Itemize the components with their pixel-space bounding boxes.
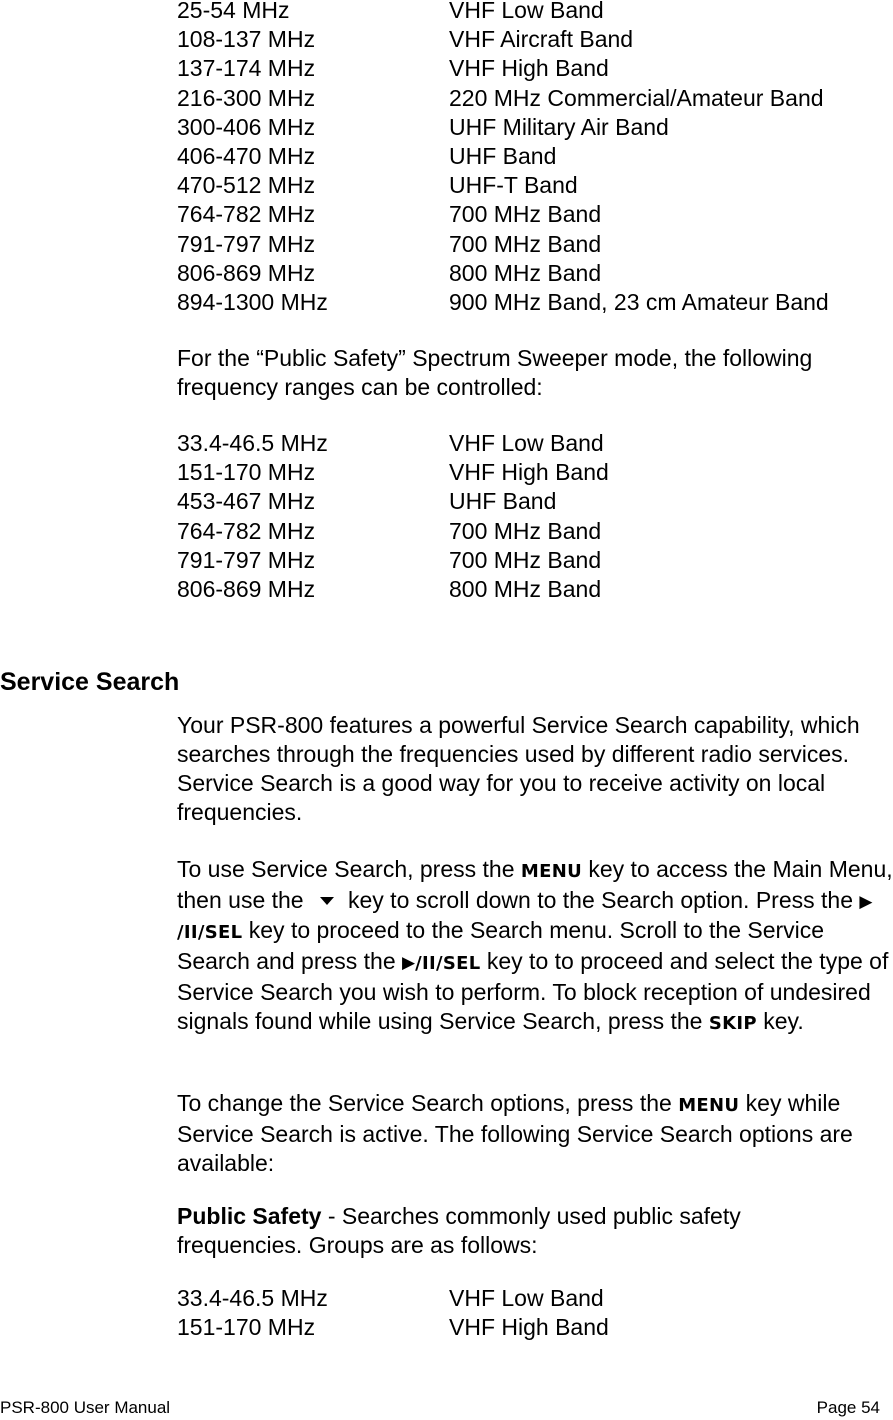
play-icon: ▶ [859, 892, 873, 911]
usage-paragraph: To use Service Search, press the MENU key to access the Main Menu, then use the key to scroll down to the Search option. Press the ▶/II/SEL key to proceed to the Search menu. Scroll to the Service Search and press the ▶/II/SEL key to to proceed and select the type of Service Search you wish to perform. To block reception of undesired signals found while using Service Search, press the SKIP key. [177, 856, 893, 1034]
down-arrow-icon [320, 897, 334, 905]
sel-key-label: /II/SEL [177, 922, 243, 943]
menu-key-label: MENU [678, 1095, 740, 1116]
sel-key-label: /II/SEL [415, 953, 481, 974]
section-heading: Service Search [0, 668, 180, 696]
options-paragraph: To change the Service Search options, press the MENU key while Service Search is active. The following Service Search options are available: [177, 1090, 853, 1176]
public-safety-intro: For the “Public Safety” Spectrum Sweeper mode, the following frequency ranges can be controlled: [177, 345, 813, 400]
skip-key-label: SKIP [708, 1013, 757, 1034]
page-number: Page 54 [816, 1398, 880, 1417]
footer-title: PSR-800 User Manual [0, 1398, 171, 1417]
public-safety-paragraph: Public Safety - Searches commonly used public safety frequencies. Groups are as follows: [177, 1203, 741, 1258]
manual-page: 25-54 MHz VHF Low Band 108-137 MHz VHF Aircraft Band 137-174 MHz VHF High Band 216-300 MHz 220 MHz Commercial/Amateur Band 300-406 MHz UHF Military Air Band 406-470 MHz UHF Band 470-512 MHz UHF-T Band 764-782 MHz 700 MHz Band 791-797 MHz 700 MHz Band 806-869 MHz 800 MHz Band 894-1300 MHz 900 MHz Band, 23 cm Amateur Band For the “Public Safety” Spectrum Sweeper mode, the following frequency ranges can be controlled: 33.4-46.5 MHz VHF Low Band 151-170 MHz VHF High Band 453-467 MHz UHF Band 764-782 MHz 700 MHz Band 791-797 MHz 700 MHz Band 806-869 MHz 800 MHz Band Service Search Your PSR-800 features a powerful Service Search capability, which searches through the frequencies used by different radio services. Service Search is a good way for you to receive activity on local frequencies. To use Service Search, press the MENU key to access the Main Menu, then use the key to scroll down to the Search option. Press the ▶/II/SEL key to proceed to the Search menu. Scroll to the Service Search and press the ▶/II/SEL key to to proceed and select the type of Service Search you wish to perform. To block reception of undesired signals found while using Service Search, press the SKIP key. To change the Service Search options, press the MENU key while Service Search is active. The following Service Search options are available: Public Safety - Searches commonly used public safety frequencies. Groups are as follows: 33.4-46.5 MHz VHF Low Band 151-170 MHz VHF High Band PSR-800 User Manual Page 54 [0, 0, 893, 1417]
public-safety-term: Public Safety [177, 1203, 322, 1229]
intro-paragraph: Your PSR-800 features a powerful Service Search capability, which searches through the frequencies used by different radio services. Service Search is a good way for you to receive activity on local frequencies. [177, 712, 860, 825]
menu-key-label: MENU [520, 861, 582, 882]
play-icon: ▶ [402, 953, 416, 972]
